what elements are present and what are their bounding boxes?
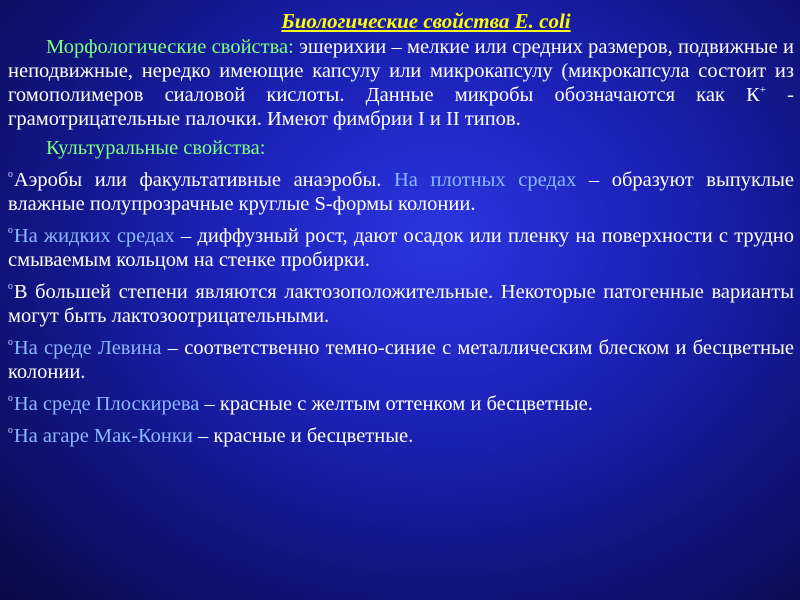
- item-text-pre: Аэробы или факультативные анаэробы.: [13, 169, 394, 191]
- item-highlight: На агаре Мак-Конки: [13, 425, 193, 447]
- morphology-text-end: - грамотрицательные палочки. Имеют фимбрии I и II типов.: [8, 84, 795, 130]
- list-item: [8, 277, 794, 328]
- k-plus-superscript: +: [759, 84, 766, 97]
- bullet-icon: ⁰: [8, 170, 13, 184]
- slide-title: Биологические свойства E. coli: [281, 9, 571, 33]
- item-text-post: – красные с желтым оттенком и бесцветные.: [199, 393, 593, 415]
- item-highlight: На плотных средах: [393, 169, 577, 191]
- item-text-pre: В большей степени являются лактозоположительные. Некоторые патогенные варианты могут быть лактозоотрицательными.: [8, 281, 794, 327]
- item-text-post: – диффузный рост, дают осадок или пленку на поверхности с трудно смываемым кольцом на стенке пробирки.: [8, 225, 794, 271]
- morphology-text: эшерихии – мелкие или средних размеров, подвижные и неподвижные, нередко имеющие капсулу или микрокапсулу (микрокапсула состоит из гомополимеров сиаловой кислоты. Данные микробы обозначаются как К: [8, 36, 794, 106]
- morphology-label: Морфологические свойства:: [46, 36, 294, 58]
- item-highlight: На среде Плоскирева: [13, 393, 200, 415]
- cultural-heading: Культуральные свойства:: [46, 137, 266, 159]
- item-text-post: – образуют выпуклые влажные полупрозрачные круглые S-формы колонии.: [8, 169, 795, 215]
- list-item: [8, 389, 794, 416]
- morphology-paragraph: [8, 35, 794, 131]
- item-highlight: На жидких средах: [13, 225, 175, 247]
- item-text-post: – соответственно темно-синие с металлическим блеском и бесцветные колонии.: [8, 337, 794, 383]
- list-item: [8, 421, 794, 448]
- bullet-icon: ⁰: [8, 226, 13, 240]
- bullet-icon: ⁰: [8, 338, 13, 352]
- bullet-icon: ⁰: [8, 426, 13, 440]
- list-item: [8, 221, 794, 272]
- item-highlight: На среде Левина: [13, 337, 162, 359]
- list-item: [8, 165, 794, 216]
- item-text-post: – красные и бесцветные.: [192, 425, 414, 447]
- list-item: [8, 333, 794, 384]
- bullet-icon: ⁰: [8, 394, 13, 408]
- bullet-icon: ⁰: [8, 282, 13, 296]
